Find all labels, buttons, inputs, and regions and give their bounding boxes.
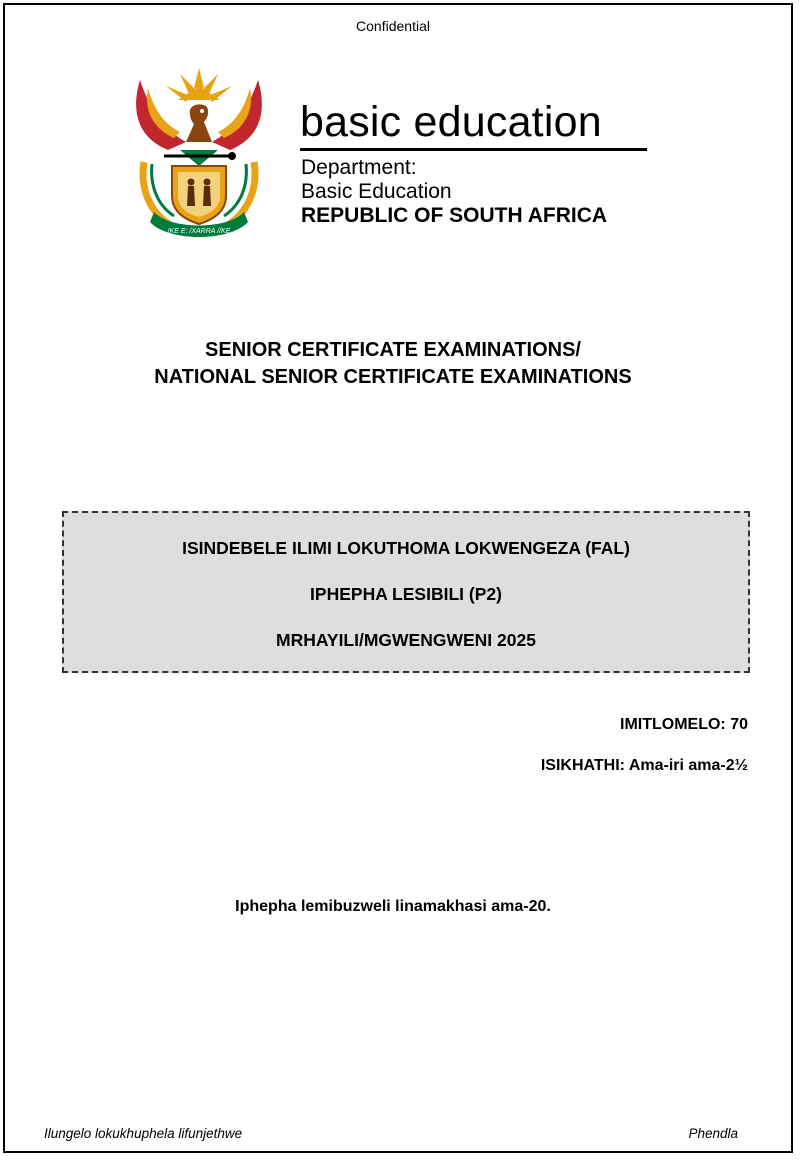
turn-over-label: Phendla [688, 1126, 738, 1141]
time-label: ISIKHATHI: Ama-iri ama-2½ [540, 757, 748, 774]
subject-box [62, 511, 750, 673]
coat-of-arms-icon [128, 66, 270, 246]
department-name: Basic Education [301, 180, 452, 203]
copyright-notice: Ilungelo lokukhuphela lifunjethwe [44, 1126, 243, 1141]
exam-title-line2: NATIONAL SENIOR CERTIFICATE EXAMINATIONS [154, 366, 632, 388]
marks-label: IMITLOMELO: 70 [620, 716, 748, 733]
crest-motto: !KE E: /XARRA //KE [167, 228, 231, 235]
exam-title-line1: SENIOR CERTIFICATE EXAMINATIONS/ [205, 339, 581, 361]
brand-rule [300, 148, 647, 151]
subject-name: ISINDEBELE ILIMI LOKUTHOMA LOKWENGEZA (FAL) [182, 538, 630, 558]
brand-title: basic education [300, 98, 602, 146]
confidential-label: Confidential [356, 18, 430, 34]
country-name: REPUBLIC OF SOUTH AFRICA [301, 204, 608, 227]
page-count-note: Iphepha lemibuzweli linamakhasi ama-20. [235, 898, 551, 915]
sun-icon [166, 68, 232, 102]
department-label: Department: [301, 156, 417, 179]
exam-session: MRHAYILI/MGWENGWENI 2025 [276, 630, 536, 650]
paper-number: IPHEPHA LESIBILI (P2) [310, 584, 502, 604]
